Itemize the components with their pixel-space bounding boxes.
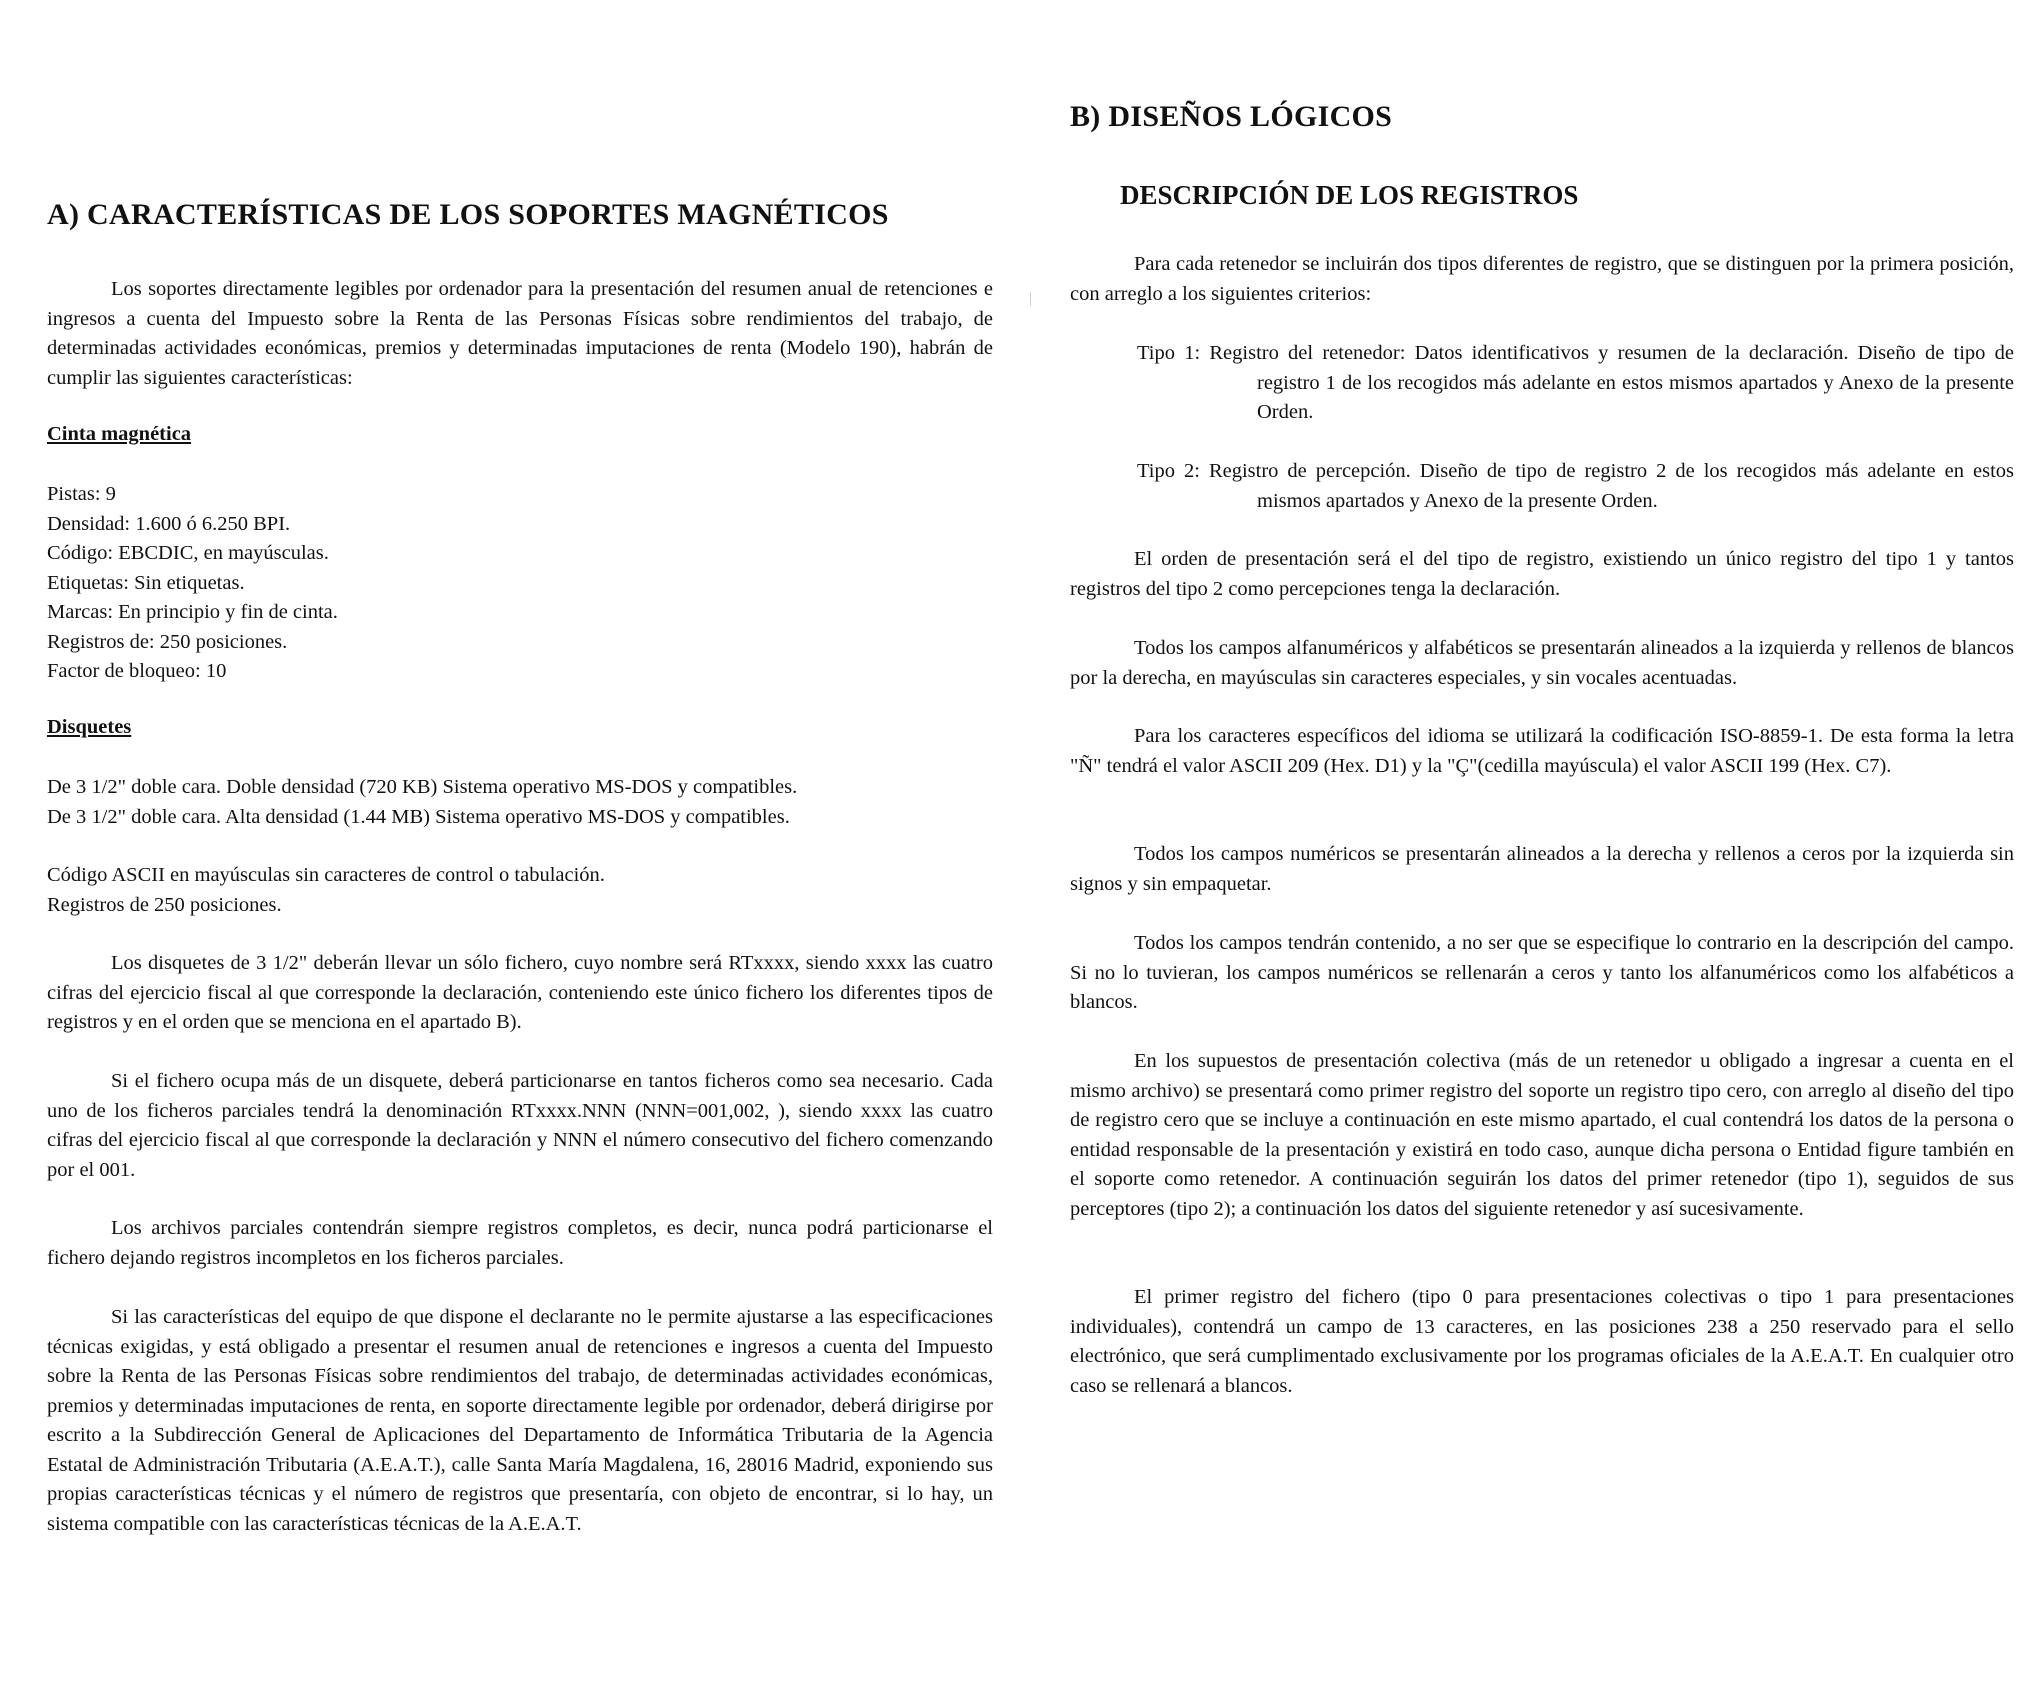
paragraph-alfanumericos: Todos los campos alfanuméricos y alfabéticos se presentarán alineados a la izquierda y rellenos de blancos por la derecha, en mayúsculas sin caracteres especiales, y sin vocales acentuadas. xyxy=(1070,637,2014,689)
section-a-heading: A) CARACTERÍSTICAS DE LOS SOPORTES MAGNÉTICOS xyxy=(47,198,889,231)
paragraph-sello-electronico: El primer registro del fichero (tipo 0 para presentaciones colectivas o tipo 1 para presentaciones individuales), contendrá un campo de 13 caracteres, en las posiciones 238 a 250 reservado para el sello electrónico, que será cumplimentado exclusivamente por los programas oficiales de la A.E.A.T. En cualquier otro caso se rellenará a blancos. xyxy=(1070,1286,2014,1397)
registros-intro: Para cada retenedor se incluirán dos tipos diferentes de registro, que se distinguen por la primera posición, con arreglo a los siguientes criterios: xyxy=(1070,253,2014,305)
paragraph-contenido: Todos los campos tendrán contenido, a no ser que se especifique lo contrario en la descripción del campo. Si no lo tuvieran, los campos numéricos se rellenarán a ceros y tanto los alfanuméricos como los alfabéticos a blancos. xyxy=(1070,932,2014,1013)
disquetes-line: Registros de 250 posiciones. xyxy=(47,893,282,916)
section-b-heading: B) DISEÑOS LÓGICOS xyxy=(1070,100,1393,133)
divider-mark xyxy=(1030,292,1031,306)
registros-heading: DESCRIPCIÓN DE LOS REGISTROS xyxy=(1120,180,1579,210)
disquetes-heading: Disquetes xyxy=(47,716,132,738)
cinta-line: Densidad: 1.600 ó 6.250 BPI. xyxy=(47,512,291,535)
cinta-line: Código: EBCDIC, en mayúsculas. xyxy=(47,542,329,564)
disquetes-line: De 3 1/2" doble cara. Alta densidad (1.44 MB) Sistema operativo MS-DOS y compatibles. xyxy=(47,805,790,828)
disquetes-line: De 3 1/2" doble cara. Doble densidad (720 KB) Sistema operativo MS-DOS y compatibles. xyxy=(47,776,798,798)
cinta-line: Etiquetas: Sin etiquetas. xyxy=(47,571,245,594)
disquetes-line: Código ASCII en mayúsculas sin caracteres de control o tabulación. xyxy=(47,864,605,886)
paragraph-archivos-parciales: Los archivos parciales contendrán siempre registros completos, es decir, nunca podrá particionarse el fichero dejando registros incompletos en los ficheros parciales. xyxy=(47,1217,993,1269)
paragraph-caracteristicas-equipo: Si las características del equipo de que dispone el declarante no le permite ajustarse a las especificaciones técnicas exigidas, y está obligado a presentar el resumen anual de retenciones e ingresos a cuenta del Impuesto sobre la Renta de las Personas Físicas sobre rendimientos del trabajo, de determinadas actividades económicas, premios y determinadas imputaciones de renta, en soporte directamente legible por ordenador, deberá dirigirse por escrito a la Subdirección General de Aplicaciones del Departamento de Informática Tributaria de la Agencia Estatal de Administración Tributaria (A.E.A.T.), calle Santa María Magdalena, 16, 28016 Madrid, exponiendo sus propias características técnicas y el número de registros que presentaría, con objeto de encontrar, si lo hay, un sistema compatible con las características técnicas de la A.E.A.T. xyxy=(47,1306,993,1535)
cinta-line: Pistas: 9 xyxy=(47,483,116,505)
intro-paragraph: Los soportes directamente legibles por ordenador para la presentación del resumen anual de retenciones e ingresos a cuenta del Impuesto sobre la Renta de las Personas Físicas sobre rendimientos del trabajo, de determinadas actividades económicas, premios y determinadas imputaciones de renta (Modelo 190), habrán de cumplir las siguientes características: xyxy=(47,278,993,389)
cinta-line: Factor de bloqueo: 10 xyxy=(47,660,227,682)
paragraph-fichero: Los disquetes de 3 1/2" deberán llevar un sólo fichero, cuyo nombre será RTxxxx, siendo xxxx las cuatro cifras del ejercicio fiscal al que corresponde la declaración, conteniendo este único fichero los diferentes tipos de registros y en el orden que se menciona en el apartado B). xyxy=(47,952,993,1033)
cinta-magnetica-heading: Cinta magnética xyxy=(47,423,192,445)
paragraph-orden: El orden de presentación será el del tipo de registro, existiendo un único registro del tipo 1 y tantos registros del tipo 2 como percepciones tenga la declaración. xyxy=(1070,548,2014,600)
paragraph-numericos: Todos los campos numéricos se presentarán alineados a la derecha y rellenos a ceros por la izquierda sin signos y sin empaquetar. xyxy=(1070,843,2014,895)
tipo-2-item: Tipo 2: Registro de percepción. Diseño de tipo de registro 2 de los recogidos más adelante en estos mismos apartados y Anexo de la presente Orden. xyxy=(1137,460,2014,512)
cinta-line: Registros de: 250 posiciones. xyxy=(47,630,288,653)
tipo-1-item: Tipo 1: Registro del retenedor: Datos identificativos y resumen de la declaración. Diseño de tipo de registro 1 de los recogidos más adelante en estos mismos apartados y Anexo de la presente Orden. xyxy=(1137,342,2014,423)
cinta-line: Marcas: En principio y fin de cinta. xyxy=(47,601,338,623)
paragraph-codificacion: Para los caracteres específicos del idioma se utilizará la codificación ISO-8859-1. De esta forma la letra "Ñ" tendrá el valor ASCII 209 (Hex. D1) y la "Ç"(cedilla mayúscula) el valor ASCII 199 (Hex. C7). xyxy=(1070,725,2014,777)
paragraph-particion: Si el fichero ocupa más de un disquete, deberá particionarse en tantos ficheros como sea necesario. Cada uno de los ficheros parciales tendrá la denominación RTxxxx.NNN (NNN=001,002, ), siendo xxxx las cuatro cifras del ejercicio fiscal al que corresponde la declaración y NNN el número consecutivo del fichero comenzando por el 001. xyxy=(47,1070,993,1181)
paragraph-presentacion-colectiva: En los supuestos de presentación colectiva (más de un retenedor u obligado a ingresar a cuenta en el mismo archivo) se presentará como primer registro del soporte un registro tipo cero, con arreglo al diseño del tipo de registro cero que se incluye a continuación en este mismo apartado, el cual contendrá los datos de la persona o entidad responsable de la presentación y existirá en todo caso, aunque dicha persona o Entidad figure también en el soporte como retenedor. A continuación seguirán los datos del primer retenedor (tipo 1), seguidos de sus perceptores (tipo 2); a continuación los datos del siguiente retenedor y así sucesivamente. xyxy=(1070,1050,2014,1220)
